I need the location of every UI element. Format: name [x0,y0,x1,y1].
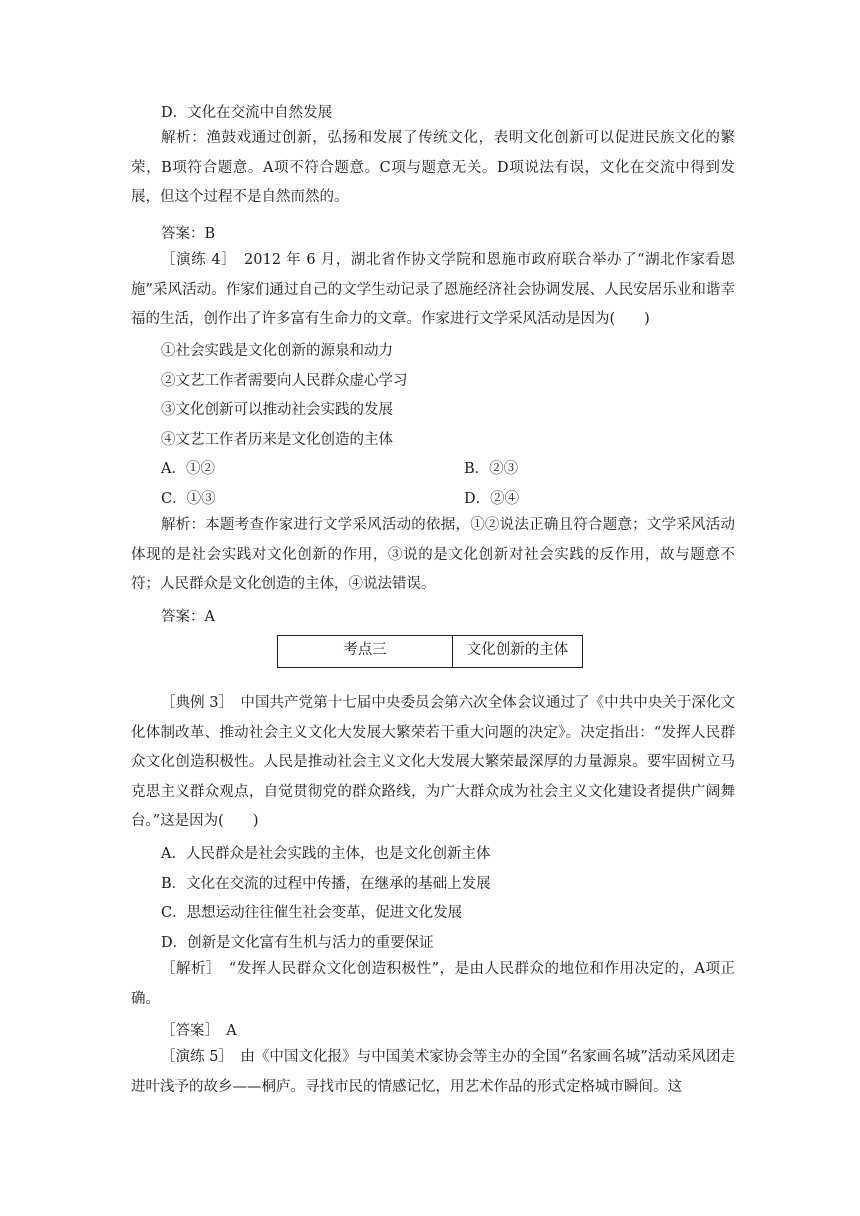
analysis-paragraph-2: 解析：本题考查作家进行文学采风活动的依据，①②说法正确且符合题意；文学采风活动体现的是社会实践对文化创新的作用，③说的是文化创新对社会实践的反作用，故与题意不符；人民群众是文化创造的主体，④说法错误。 [131,517,735,592]
answer-3: ［答案］ A [161,1023,237,1039]
answer-2: 答案：A [161,609,215,625]
exercise-4-item-1: ①社会实践是文化创新的源泉和动力 [161,343,393,359]
analysis-paragraph-3: ［解析］ “发挥人民群众文化创造积极性”，是由人民群众的地位和作用决定的，A项正确。 [131,961,735,1007]
exercise-4-item-4: ④文艺工作者历来是文化创造的主体 [161,432,393,448]
exercise-5-paragraph: ［演练 5］ 由《中国文化报》与中国美术家协会等主办的全国“名家画名城”活动采风团走进叶浅予的故乡——桐庐。寻找市民的情感记忆，用艺术作品的形式定格城市瞬间。这 [131,1049,735,1095]
topic-table [277,635,583,668]
exercise-4-paragraph: ［演练 4］ 2012 年 6 月，湖北省作协文学院和恩施市政府联合举办了“湖北作家看恩施”采风活动。作家们通过自己的文学生动记录了恩施经济社会协调发展、人民安居乐业和谐幸福的生活，创作出了许多富有生命力的文章。作家进行文学采风活动是因为( ) [131,252,735,327]
analysis-paragraph-1: 解析：渔鼓戏通过创新，弘扬和发展了传统文化，表明文化创新可以促进民族文化的繁荣，B项符合题意。A项不符合题意。C项与题意无关。D项说法有误，文化在交流中得到发展，但这个过程不是自然而然的。 [131,130,735,205]
exercise-4-option-b: B．②③ [464,461,519,477]
option-d: D．文化在交流中自然发展 [161,105,333,121]
topic-title-cell: 文化创新的主体 [453,636,583,668]
exercise-4-option-a: A．①② [161,461,215,477]
topic-number-cell: 考点三 [278,636,453,668]
example-3-option-b: B．文化在交流的过程中传播，在继承的基础上发展 [161,876,491,892]
exercise-4-item-2: ②文艺工作者需要向人民群众虚心学习 [161,373,408,389]
example-3-option-c: C．思想运动往往催生社会变革，促进文化发展 [161,905,463,921]
answer-1: 答案：B [161,226,216,242]
example-3-paragraph: ［典例 3］ 中国共产党第十七届中央委员会第六次全体会议通过了《中共中央关于深化文化体制改革、推动社会主义文化大发展大繁荣若干重大问题的决定》。决定指出：“发挥人民群众文化创造积极性。人民是推动社会主义文化大发展大繁荣最深厚的力量源泉。要牢固树立马克思主义群众观点，自觉贯彻党的群众路线，为广大群众成为社会主义文化建设者提供广阔舞台。”这是因为( ) [131,695,735,829]
example-3-option-d: D．创新是文化富有生机与活力的重要保证 [161,935,434,951]
exercise-4-item-3: ③文化创新可以推动社会实践的发展 [161,402,393,418]
example-3-option-a: A．人民群众是社会实践的主体，也是文化创新主体 [161,846,491,862]
exercise-4-option-c: C．①③ [161,491,216,507]
exercise-4-option-d: D．②④ [464,491,520,507]
